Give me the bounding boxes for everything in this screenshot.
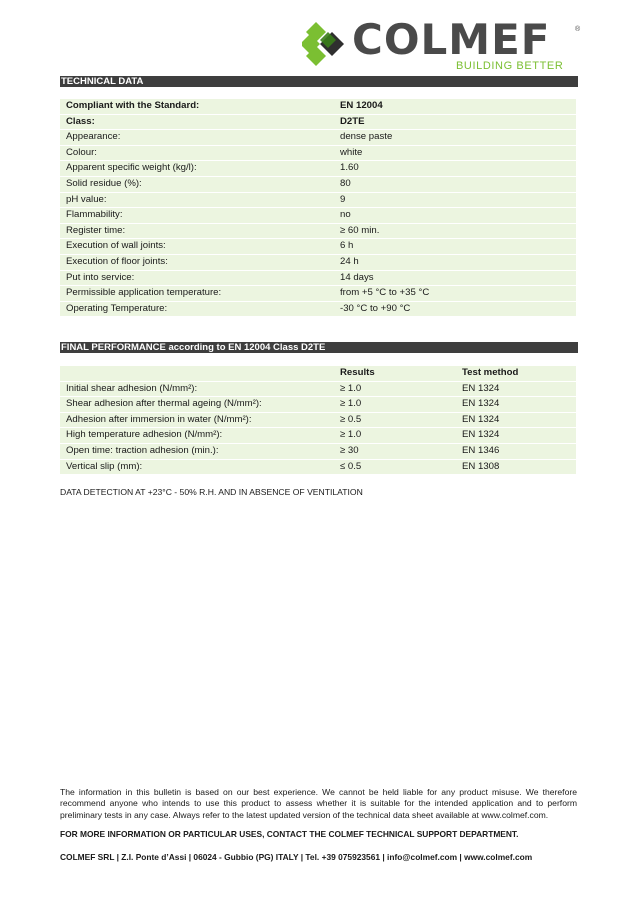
performance-row-label: Open time: traction adhesion (min.): bbox=[60, 444, 334, 459]
performance-row-result: ≥ 1.0 bbox=[334, 428, 456, 443]
performance-row-method: EN 1308 bbox=[456, 460, 576, 475]
performance-header-row bbox=[60, 366, 576, 382]
technical-row-value: white bbox=[334, 146, 576, 161]
technical-data-header: TECHNICAL DATA bbox=[60, 76, 578, 87]
registered-mark: ® bbox=[575, 26, 581, 33]
technical-row-value: -30 °C to +90 °C bbox=[334, 302, 576, 317]
technical-row-label: Put into service: bbox=[60, 271, 334, 286]
performance-row-result: ≥ 0.5 bbox=[334, 413, 456, 428]
technical-row bbox=[60, 286, 576, 302]
technical-row-label: Execution of wall joints: bbox=[60, 239, 334, 254]
technical-row bbox=[60, 239, 576, 255]
technical-row bbox=[60, 208, 576, 224]
performance-row bbox=[60, 460, 576, 476]
technical-row-label: Compliant with the Standard: bbox=[60, 99, 334, 114]
technical-row-value: from +5 °C to +35 °C bbox=[334, 286, 576, 301]
technical-row-value: D2TE bbox=[334, 115, 576, 130]
technical-row-value: 1.60 bbox=[334, 161, 576, 176]
technical-row-label: Execution of floor joints: bbox=[60, 255, 334, 270]
performance-row bbox=[60, 444, 576, 460]
footer-address: COLMEF SRL | Z.I. Ponte d’Assi | 06024 - Gubbio (PG) ITALY | Tel. +39 075923561 | info@colmef.com | www.colmef.com bbox=[60, 852, 533, 862]
technical-row bbox=[60, 115, 576, 131]
performance-row-result: ≥ 30 bbox=[334, 444, 456, 459]
technical-row-label: Appearance: bbox=[60, 130, 334, 145]
technical-row-label: Flammability: bbox=[60, 208, 334, 223]
technical-row bbox=[60, 130, 576, 146]
technical-row-label: Colour: bbox=[60, 146, 334, 161]
performance-row-label: Shear adhesion after thermal ageing (N/mm²): bbox=[60, 397, 334, 412]
performance-col-method: Test method bbox=[456, 366, 576, 381]
technical-row bbox=[60, 193, 576, 209]
brand-name: COLMEF bbox=[352, 15, 551, 64]
brand-tagline: BUILDING BETTER bbox=[456, 60, 564, 72]
performance-row-method: EN 1324 bbox=[456, 397, 576, 412]
technical-row bbox=[60, 302, 576, 318]
performance-row bbox=[60, 397, 576, 413]
performance-row-method: EN 1346 bbox=[456, 444, 576, 459]
performance-row-label: Vertical slip (mm): bbox=[60, 460, 334, 475]
performance-row-label: Initial shear adhesion (N/mm²): bbox=[60, 382, 334, 397]
technical-row-value: ≥ 60 min. bbox=[334, 224, 576, 239]
footer-disclaimer: The information in this bulletin is based on our best experience. We cannot be held liable for any product misuse. We therefore recommend anyone who intends to use this product to assess whether it is suitable for the intended application and to perform preliminary tests in any case. Always refer to the latest updated version of the technical data sheet available at www.colmef.com. bbox=[60, 787, 577, 820]
technical-row-value: no bbox=[334, 208, 576, 223]
performance-row-method: EN 1324 bbox=[456, 428, 576, 443]
technical-row-label: Apparent specific weight (kg/l): bbox=[60, 161, 334, 176]
technical-row bbox=[60, 177, 576, 193]
performance-col-results: Results bbox=[334, 366, 456, 381]
performance-row bbox=[60, 413, 576, 429]
brand-logo bbox=[300, 15, 585, 74]
technical-row bbox=[60, 271, 576, 287]
technical-row-value: EN 12004 bbox=[334, 99, 576, 114]
technical-row-value: 9 bbox=[334, 193, 576, 208]
performance-row bbox=[60, 382, 576, 398]
technical-row-label: Register time: bbox=[60, 224, 334, 239]
data-detection-note: DATA DETECTION AT +23°C - 50% R.H. AND IN ABSENCE OF VENTILATION bbox=[60, 487, 363, 497]
footer-contact: FOR MORE INFORMATION OR PARTICULAR USES, CONTACT THE COLMEF TECHNICAL SUPPORT DEPARTMENT. bbox=[60, 829, 519, 839]
technical-row-label: pH value: bbox=[60, 193, 334, 208]
performance-row-result: ≥ 1.0 bbox=[334, 382, 456, 397]
technical-row-value: 24 h bbox=[334, 255, 576, 270]
technical-row-label: Permissible application temperature: bbox=[60, 286, 334, 301]
technical-row bbox=[60, 99, 576, 115]
technical-row bbox=[60, 255, 576, 271]
technical-row-label: Solid residue (%): bbox=[60, 177, 334, 192]
technical-row-value: 6 h bbox=[334, 239, 576, 254]
colmef-diamond-logo-icon bbox=[302, 20, 350, 68]
performance-row bbox=[60, 428, 576, 444]
final-performance-table bbox=[60, 366, 576, 475]
technical-row-value: 14 days bbox=[334, 271, 576, 286]
performance-col-label bbox=[60, 366, 334, 381]
final-performance-header: FINAL PERFORMANCE according to EN 12004 Class D2TE bbox=[60, 342, 578, 353]
technical-data-table bbox=[60, 99, 576, 317]
technical-row bbox=[60, 161, 576, 177]
performance-row-result: ≥ 1.0 bbox=[334, 397, 456, 412]
technical-row bbox=[60, 224, 576, 240]
performance-row-label: Adhesion after immersion in water (N/mm²): bbox=[60, 413, 334, 428]
technical-row-label: Class: bbox=[60, 115, 334, 130]
technical-row-label: Operating Temperature: bbox=[60, 302, 334, 317]
performance-row-method: EN 1324 bbox=[456, 413, 576, 428]
performance-row-label: High temperature adhesion (N/mm²): bbox=[60, 428, 334, 443]
performance-row-result: ≤ 0.5 bbox=[334, 460, 456, 475]
technical-row bbox=[60, 146, 576, 162]
technical-row-value: 80 bbox=[334, 177, 576, 192]
performance-row-method: EN 1324 bbox=[456, 382, 576, 397]
technical-row-value: dense paste bbox=[334, 130, 576, 145]
